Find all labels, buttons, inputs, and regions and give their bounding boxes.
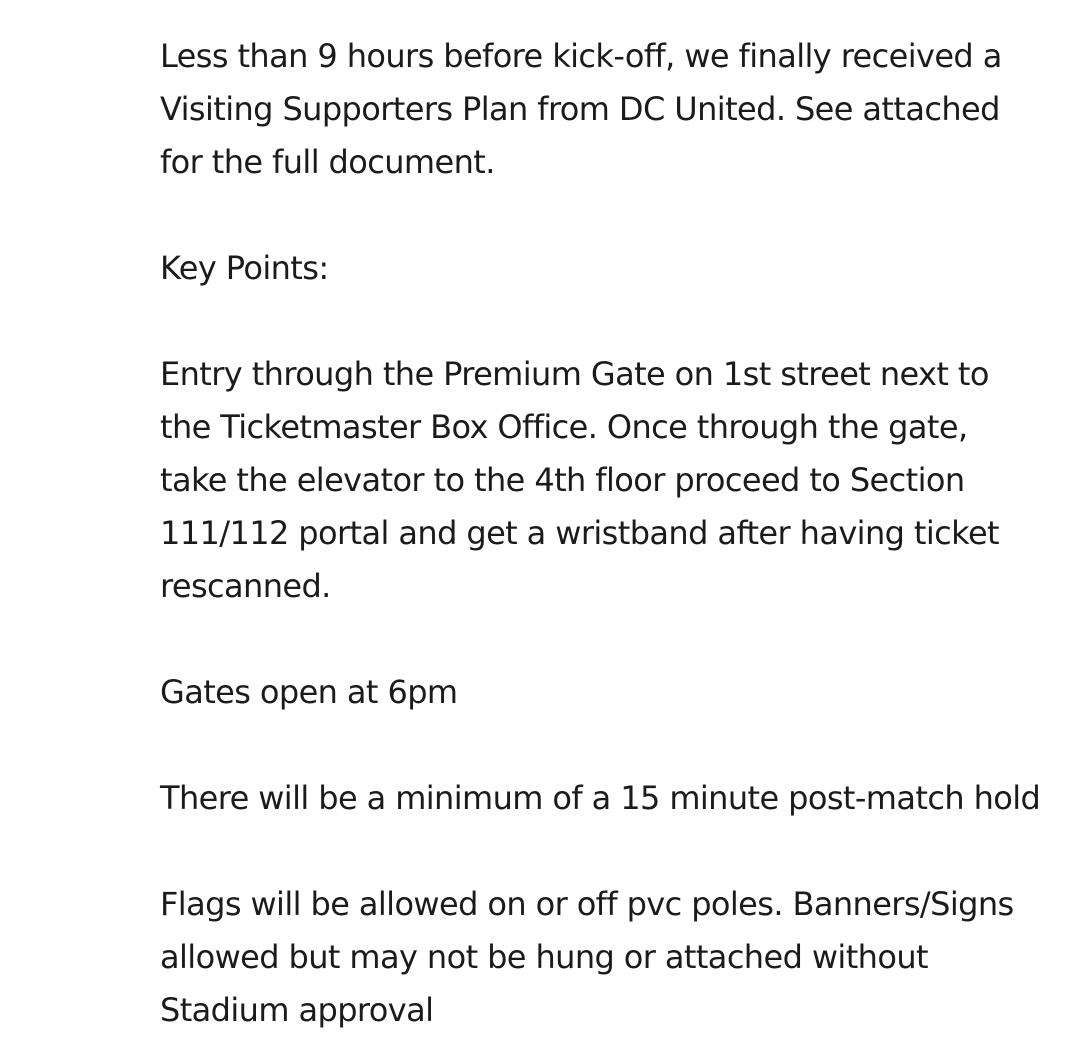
text-line: allowed but may not be hung or attached without <box>160 938 928 976</box>
flags-paragraph <box>160 878 1060 1037</box>
text-line: 111/112 portal and get a wristband after having ticket <box>160 514 999 552</box>
paragraph-gap <box>160 295 1060 348</box>
entry-paragraph <box>160 348 1060 613</box>
key-points-heading <box>160 242 1060 295</box>
text-line: Flags will be allowed on or off pvc poles. Banners/Signs <box>160 885 1014 923</box>
text-line: rescanned. <box>160 567 331 605</box>
paragraph-gap <box>160 613 1060 666</box>
text-line: Stadium approval <box>160 991 434 1029</box>
text-line: Key Points: <box>160 249 329 287</box>
text-line: Entry through the Premium Gate on 1st street next to <box>160 355 989 393</box>
text-line: Gates open at 6pm <box>160 673 458 711</box>
paragraph-gap <box>160 189 1060 242</box>
paragraph-gap <box>160 719 1060 772</box>
text-line: the Ticketmaster Box Office. Once through the gate, <box>160 408 968 446</box>
text-line: for the full document. <box>160 143 495 181</box>
text-line: Visiting Supporters Plan from DC United. See attached <box>160 90 1000 128</box>
document-body <box>160 30 1060 1037</box>
text-line: There will be a minimum of a 15 minute post-match hold <box>160 779 1041 817</box>
paragraph-gap <box>160 825 1060 878</box>
hold-paragraph <box>160 772 1060 825</box>
intro-paragraph <box>160 30 1060 189</box>
gates-paragraph <box>160 666 1060 719</box>
text-line: Less than 9 hours before kick-off, we finally received a <box>160 37 1002 75</box>
text-line: take the elevator to the 4th floor proceed to Section <box>160 461 965 499</box>
